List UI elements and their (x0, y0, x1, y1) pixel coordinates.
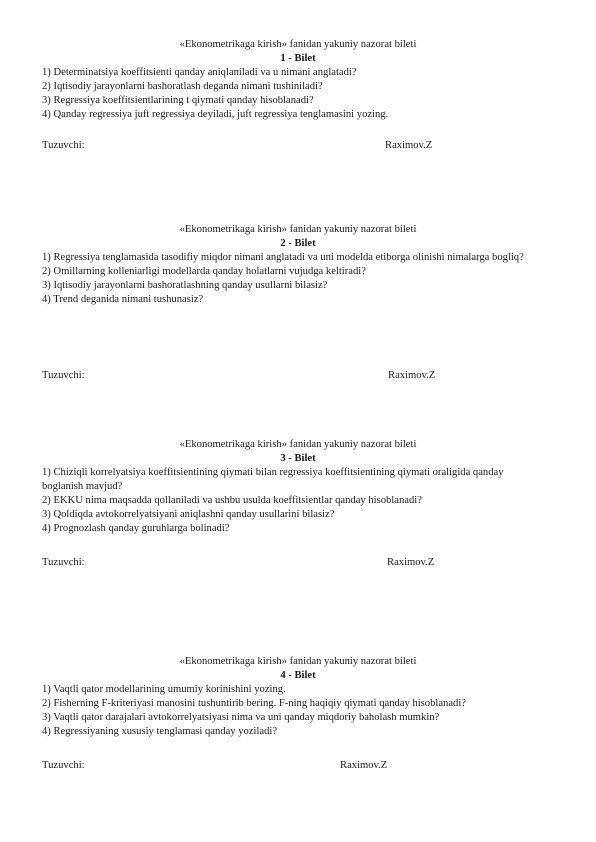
ticket-title: «Ekonometrikaga kirish» fanidan yakuniy nazorat bileti (179, 39, 417, 50)
ticket-title: «Ekonometrikaga kirish» fanidan yakuniy nazorat bileti (179, 656, 417, 667)
ticket-title: «Ekonometrikaga kirish» fanidan yakuniy nazorat bileti (179, 439, 417, 450)
question-4: 4) Trend deganida nimani tushunasiz? (42, 294, 204, 305)
question-1: 1) Vaqtli qator modellarining umumiy korinishini yozing. (42, 684, 286, 695)
question-3: 3) Iqtisodiy jarayonlarni bashoratlashning qanday usullarni bilasiz? (42, 280, 328, 291)
question-1: 1) Chiziqli korrelyatsiya koeffitsientining qiymati bilan regressiya koeffitsientining qiymati oraligida qanday boglanish mavjud? (42, 467, 504, 492)
question-3: 3) Regressiya koeffitsientlarining t qiymati qanday hisoblanadi? (42, 95, 314, 106)
question-1: 1) Determinatsiya koeffitsienti qanday aniqlaniladi va u nimani anglatadi? (42, 67, 357, 78)
ticket-title: «Ekonometrikaga kirish» fanidan yakuniy nazorat bileti (179, 224, 417, 235)
question-2: 2) Iqtisodiy jarayonlarni bashoratlash deganda nimani tushiniladi? (42, 81, 323, 92)
composer-name: Raximov.Z (385, 140, 433, 151)
question-2: 2) EKKU nima maqsadda qollaniladi va ushbu usulda koeffitsientlar qanday hisoblanadi? (42, 495, 422, 506)
composer-name: Raximov.Z (340, 760, 388, 771)
ticket-3 (0, 438, 596, 578)
question-1: 1) Regressiya tenglamasida tasodifiy miqdor nimani anglatadi va uni modelda etiborga olinishi nimalarga bogliq? (42, 252, 524, 263)
question-2: 2) Fisherning F-kriteriyasi manosini tushuntirib bering. F-ning haqiqiy qiymati qanday hisoblanadi? (42, 698, 466, 709)
ticket-number: 3 - Bilet (280, 453, 316, 464)
ticket-number: 1 - Bilet (280, 53, 316, 64)
composer-name: Raximov.Z (387, 557, 435, 568)
question-4: 4) Regressiyaning xususiy tenglamasi qanday yoziladi? (42, 726, 278, 737)
ticket-4 (0, 655, 596, 785)
question-4: 4) Prognozlash qanday guruhlarga bolinadi? (42, 523, 230, 534)
composer-label: Tuzuvchi: (42, 140, 85, 151)
question-3: 3) Vaqtli qator darajalari avtokorrelyatsiyasi nima va uni qanday miqdoriy baholash mumkin? (42, 712, 440, 723)
composer-name: Raximov.Z (388, 370, 436, 381)
composer-label: Tuzuvchi: (42, 760, 85, 771)
composer-label: Tuzuvchi: (42, 370, 85, 381)
ticket-number: 4 - Bilet (280, 670, 316, 681)
question-2: 2) Omillarning kolleniarligi modellarda qanday holatlarni vujudga keltiradi? (42, 266, 366, 277)
composer-label: Tuzuvchi: (42, 557, 85, 568)
ticket-2 (0, 223, 596, 383)
ticket-number: 2 - Bilet (280, 238, 316, 249)
ticket-1 (0, 38, 596, 158)
question-3: 3) Qoldiqda avtokorrelyatsiyani aniqlashni qanday usullarini bilasiz? (42, 509, 335, 520)
question-4: 4) Qanday regressiya juft regressiya deyiladi, juft regressiya tenglamasini yozing. (42, 109, 389, 120)
